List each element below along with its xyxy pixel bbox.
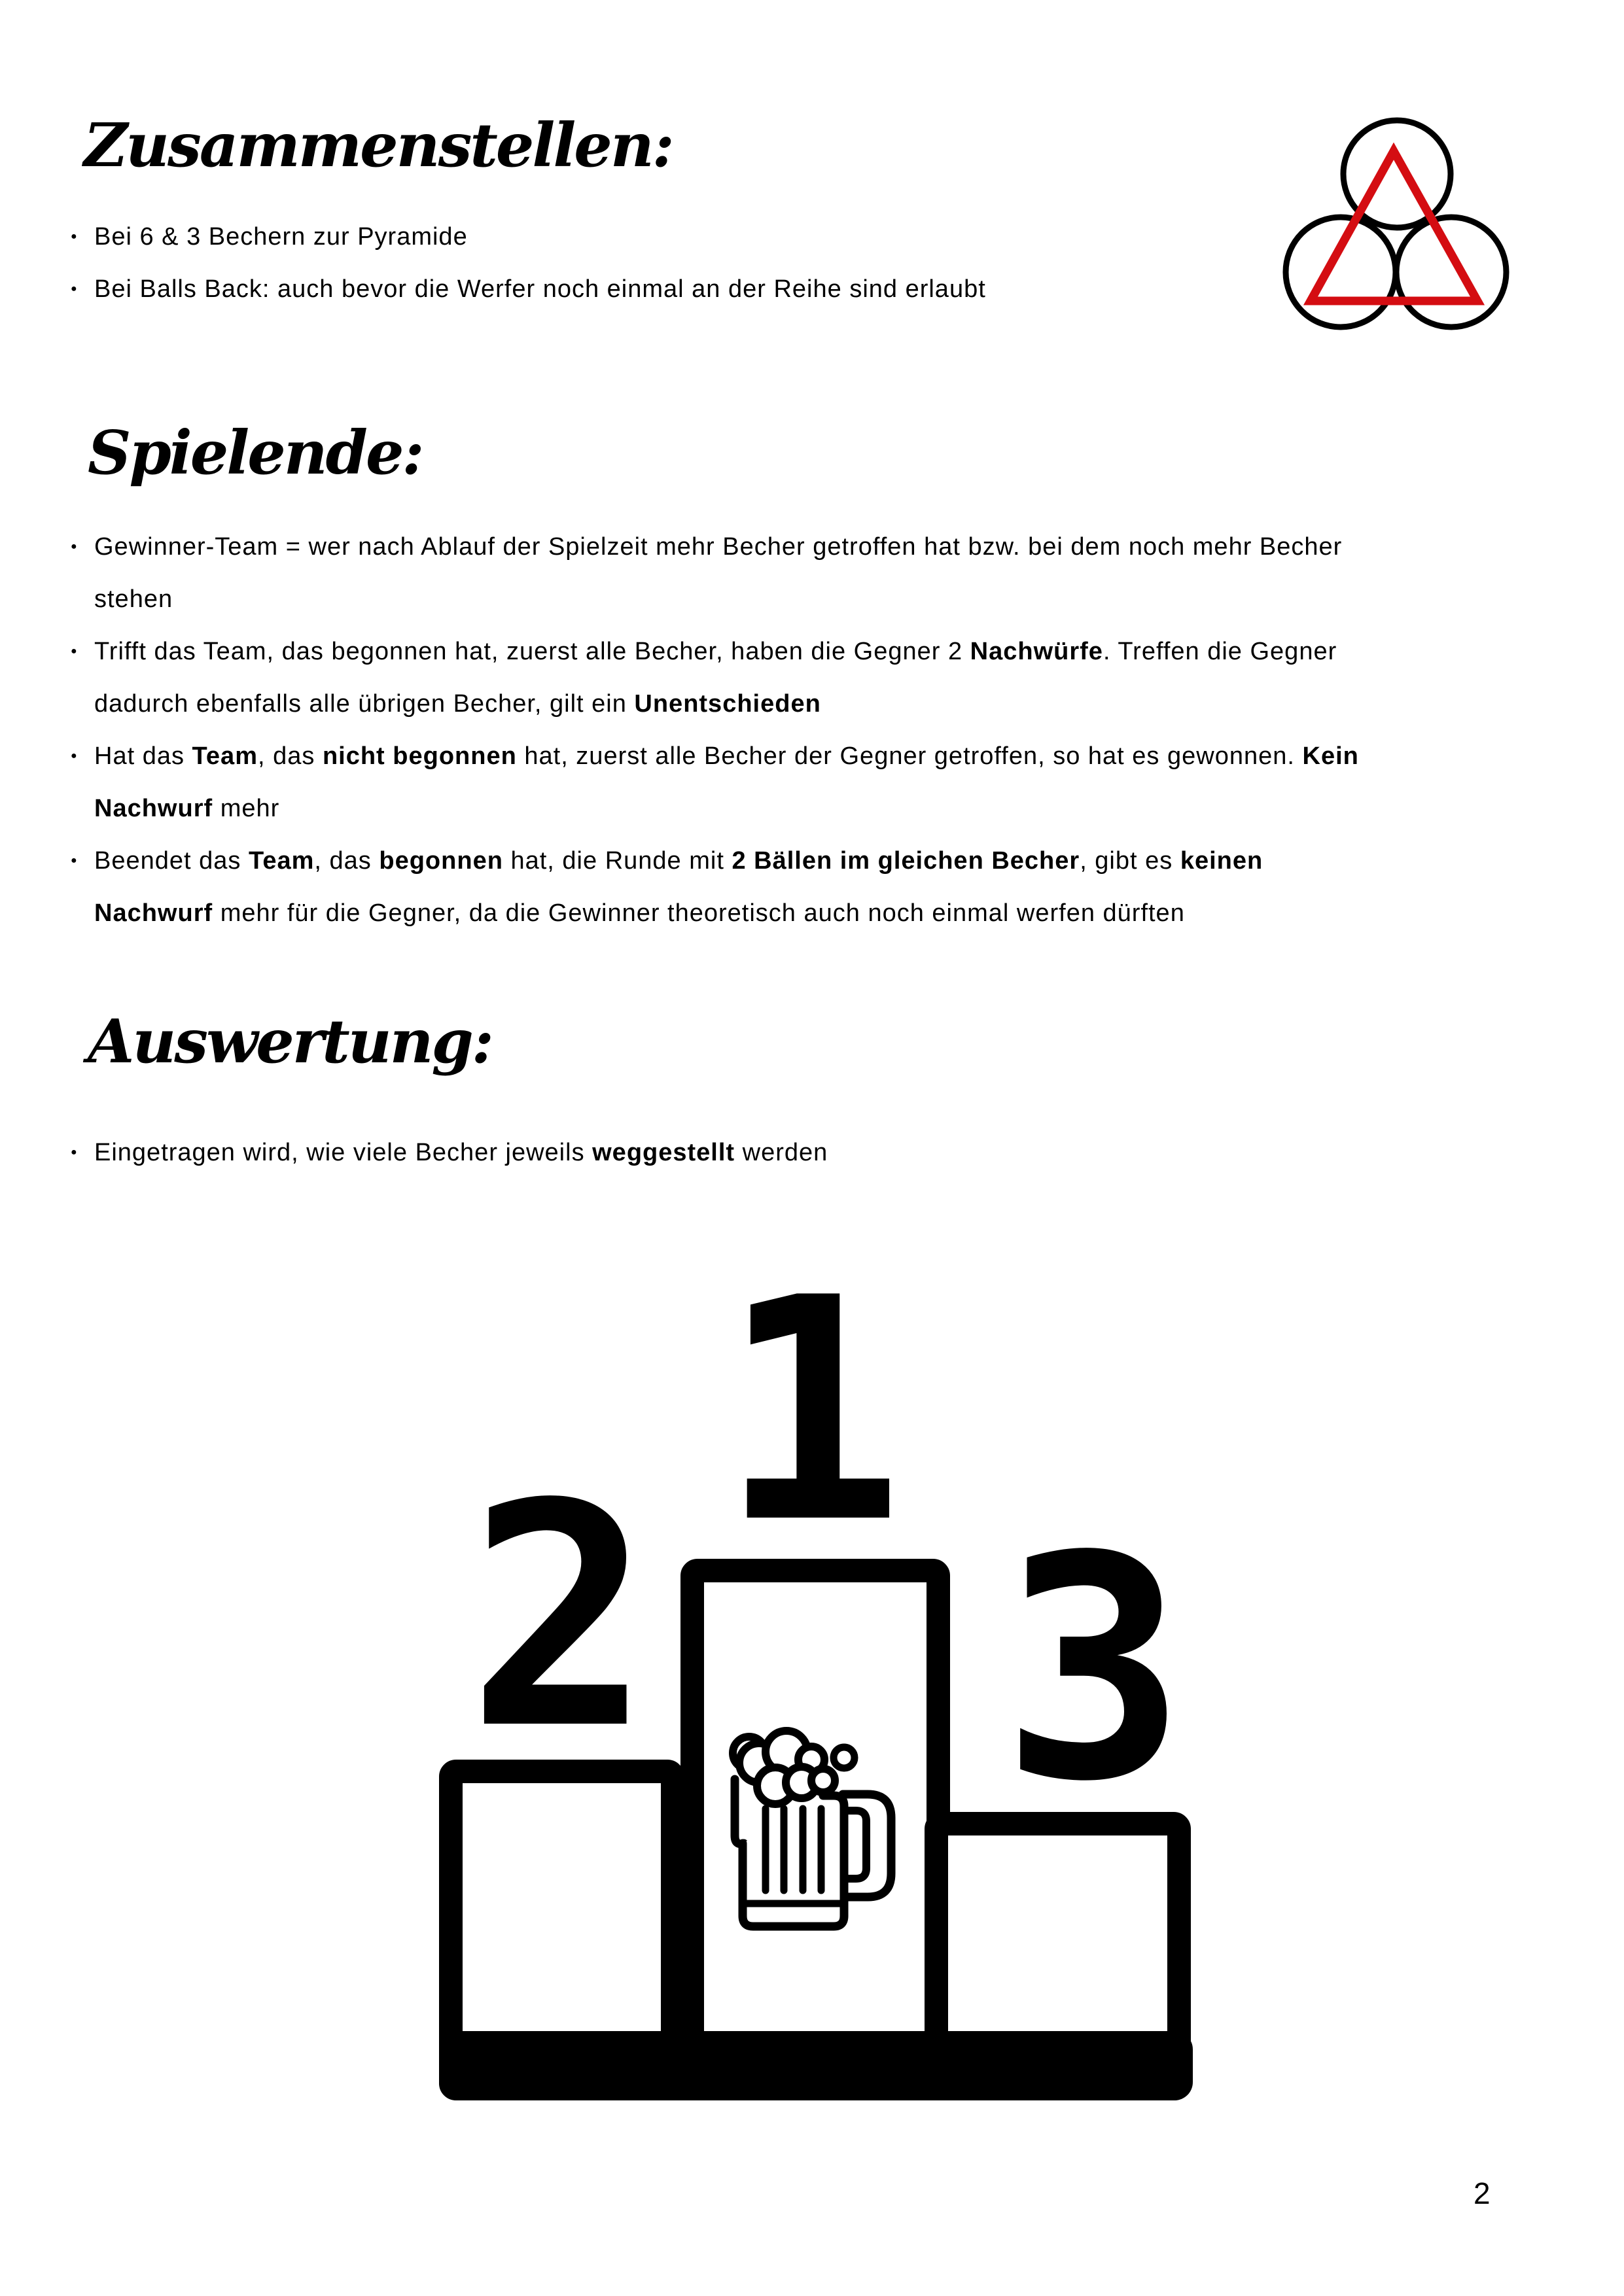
- text-segment: weggestellt: [592, 1139, 735, 1166]
- text-segment: Trifft das Team, das begonnen hat, zuerst alle Becher, haben die Gegner 2: [94, 638, 970, 665]
- text-segment: , das: [314, 847, 380, 875]
- text-segment: 2 Bällen im gleichen Becher: [732, 847, 1080, 875]
- list-item: [68, 835, 1593, 939]
- heading-spielende: Spielende:: [88, 417, 423, 488]
- text-segment: Hat das: [94, 742, 192, 770]
- text-segment: werden: [735, 1139, 828, 1166]
- list-item: [68, 211, 1593, 263]
- list-item: [68, 263, 1593, 315]
- bullet-line: [94, 211, 1593, 263]
- bullet-list-zusammenstellen: [68, 211, 1593, 315]
- bullet-line: [94, 835, 1593, 887]
- text-segment: , gibt es: [1080, 847, 1180, 875]
- text-segment: mehr für die Gegner, da die Gewinner theoretisch auch noch einmal werfen dürften: [213, 899, 1185, 927]
- text-segment: Nachwurf: [94, 899, 213, 927]
- bullet-line: [94, 887, 1593, 939]
- podium-base: [439, 2031, 1193, 2100]
- text-segment: dadurch ebenfalls alle übrigen Becher, gilt ein: [94, 690, 635, 718]
- text-segment: Eingetragen wird, wie viele Becher jeweils: [94, 1139, 593, 1166]
- bullet-line: [94, 521, 1593, 573]
- text-segment: Nachwürfe: [970, 638, 1103, 665]
- list-item: [68, 625, 1593, 730]
- text-segment: stehen: [94, 585, 173, 613]
- text-segment: Gewinner-Team = wer nach Ablauf der Spielzeit mehr Becher getroffen hat bzw. bei dem noch mehr Becher: [94, 533, 1343, 561]
- text-segment: nicht begonnen: [322, 742, 517, 770]
- text-segment: Bei Balls Back: auch bevor die Werfer noch einmal an der Reihe sind erlaubt: [94, 275, 986, 303]
- text-segment: Bei 6 & 3 Bechern zur Pyramide: [94, 223, 468, 251]
- text-segment: Nachwurf: [94, 795, 213, 822]
- bullet-line: [94, 263, 1593, 315]
- bullet-line: [94, 625, 1593, 678]
- text-segment: mehr: [213, 795, 280, 822]
- text-segment: Kein: [1302, 742, 1359, 770]
- bullet-line: [94, 730, 1593, 782]
- bullet-line: [94, 678, 1593, 730]
- text-segment: hat, zuerst alle Becher der Gegner getroffen, so hat es gewonnen.: [516, 742, 1303, 770]
- heading-auswertung: Auswertung:: [88, 1006, 492, 1077]
- first-place-number: 1: [718, 1276, 904, 1590]
- text-segment: Beendet das: [94, 847, 249, 875]
- bullet-line: [94, 782, 1593, 835]
- text-segment: , das: [257, 742, 323, 770]
- text-segment: Team: [192, 742, 258, 770]
- text-segment: Team: [248, 847, 315, 875]
- bullet-list-auswertung: [68, 1126, 1593, 1179]
- list-item: [68, 521, 1593, 625]
- text-segment: begonnen: [379, 847, 503, 875]
- bullet-line: [94, 573, 1593, 625]
- heading-zusammenstellen: Zusammenstellen:: [84, 110, 673, 181]
- text-segment: hat, die Runde mit: [503, 847, 732, 875]
- third-place-number: 3: [1001, 1491, 1187, 1849]
- text-segment: keinen: [1180, 847, 1263, 875]
- text-segment: . Treffen die Gegner: [1103, 638, 1337, 665]
- bullet-line: [94, 1126, 1593, 1179]
- bullet-list-spielende: [68, 521, 1593, 939]
- page-number: 2: [1474, 2176, 1491, 2210]
- second-place-number: 2: [467, 1438, 652, 1796]
- list-item: [68, 1126, 1593, 1179]
- winners-podium-icon: [419, 1276, 1204, 2119]
- text-segment: Unentschieden: [634, 690, 821, 718]
- foam-bubble: [834, 1747, 855, 1768]
- list-item: [68, 730, 1593, 835]
